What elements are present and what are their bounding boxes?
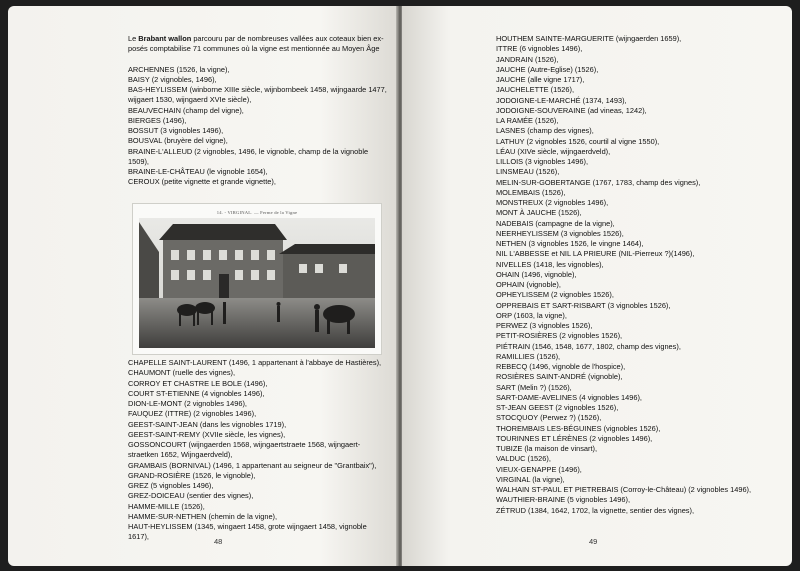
commune-entry: HAUT-HEYLISSEM (1345, wingaert 1458, grote wijngaert 1458, vignoble [128, 522, 367, 531]
commune-entry: TOURINNES ET LÉRÈNES (2 vignobles 1496), [496, 433, 653, 443]
commune-entry: OPPREBAIS ET SART-RISBART (3 vignobles 1526), [496, 300, 671, 310]
commune-entry: VALDUC (1526), [496, 454, 551, 464]
commune-entry: straetken 1652, Wijngaerdveld), [128, 450, 233, 460]
entries-right-list [496, 34, 776, 516]
commune-entry: BAISY (2 vignobles, 1496), [128, 74, 217, 84]
commune-entry: 1617), [128, 532, 149, 542]
commune-entry: LÉAU (XIVe siècle, wijngaerdveld), [496, 146, 611, 156]
commune-entry: NADEBAIS (campagne de la vigne), [496, 218, 615, 228]
commune-entry: VIRGINAL (la vigne), [496, 474, 565, 484]
commune-entry: REBECQ (1496, vignoble de l'hospice), [496, 362, 626, 371]
intro-paragraph [128, 34, 384, 55]
commune-entry: MELIN-SUR-GOBERTANGE (1767, 1783, champ des vignes), [496, 177, 701, 187]
commune-entry: LINSMEAU (1526), [496, 167, 560, 177]
commune-entry: MOLEMBAIS (1526), [496, 187, 566, 197]
farm-photo-image [139, 218, 375, 348]
commune-entry: PIÉTRAIN (1546, 1548, 1677, 1802, champ des vignes), [496, 341, 681, 351]
commune-entry: LASNES (champ des vignes), [496, 126, 594, 136]
intro-prefix: Le [128, 34, 139, 43]
commune-entry: BRAINE-L'ALLEUD (2 vignobles, 1496, le vignoble, champ de la vignoble [128, 146, 369, 156]
commune-entry: PERWEZ (3 vignobles 1526), [496, 321, 593, 330]
left-page-text [128, 34, 387, 188]
photo-caption: 14. - VIRGINAL. — Ferme de la Vigne [216, 210, 298, 215]
commune-entry: BOUSVAL (bruyère del vigne), [128, 136, 228, 146]
commune-entry: WALHAIN ST-PAUL ET PIETREBAIS (Corroy-le-Château) (2 vignobles 1496), [496, 485, 752, 494]
commune-entry: OPHAIN (vignoble), [496, 280, 561, 289]
commune-entry: COURT ST-ETIENNE (4 vignobles 1496), [128, 388, 265, 398]
commune-entry: JODOIGNE-LE-MARCHÉ (1374, 1493), [496, 95, 627, 105]
commune-entry: DION-LE-MONT (2 vignobles 1496), [128, 399, 247, 408]
commune-entry: MONT À JAUCHE (1526), [496, 208, 582, 218]
commune-entry: SART (Melin ?) (1526), [496, 382, 572, 392]
commune-entry: STOCQUOY (Perwez ?) (1526), [496, 413, 602, 423]
commune-entry: LILLOIS (3 vignobles 1496), [496, 157, 589, 166]
commune-entry: JANDRAIN (1526), [496, 54, 559, 64]
vintage-photo [132, 203, 382, 355]
entries-bottom-list [128, 358, 380, 543]
commune-entry: ITTRE (6 vignobles 1496), [496, 44, 583, 54]
commune-entry: ROSIÈRES SAINT-ANDRÉ (vignoble), [496, 372, 623, 382]
commune-entry: JAUCHE (alle vigne 1717), [496, 75, 585, 84]
commune-entry: TUBIZE (la maison de vinsart), [496, 444, 598, 453]
commune-entry: BIERGES (1496), [128, 115, 187, 125]
intro-bold-region: Brabant wallon [138, 34, 192, 43]
commune-entry: JAUCHELETTE (1526), [496, 85, 575, 95]
commune-entry: ST-JEAN GEEST (2 vignobles 1526), [496, 403, 619, 412]
commune-entry: LATHUY (2 vignobles 1526, courtil al vigne 1550), [496, 136, 660, 146]
commune-entry: FAUQUEZ (ITTRE) (2 vignobles 1496), [128, 409, 257, 419]
left-page [8, 6, 398, 566]
commune-entry: NETHEN (3 vignobles 1526, le vingne 1464), [496, 239, 644, 248]
commune-entry: NIVELLES (1418, les vignobles), [496, 259, 604, 269]
commune-entry: JODOIGNE-SOUVERAINE (ad vineas, 1242), [496, 105, 647, 115]
commune-entry: wijgaert 1530, wijngaerd XVIe siècle), [128, 95, 252, 105]
commune-entry: GEEST-SAINT-REMY (XVIIe siècle, les vignes), [128, 429, 286, 439]
commune-entry: CHAPELLE SAINT-LAURENT (1496, 1 appartenant à l'abbaye de Hastières), [128, 358, 382, 367]
commune-entry: VIEUX-GENAPPE (1496), [496, 464, 582, 474]
commune-entry: BAS-HEYLISSEM (winborne XIIIe siècle, wijnbornbeek 1458, wijngaarde 1477, [128, 85, 387, 94]
intro-line2: posés comptabilise 71 communes où la vigne est mentionnée au Moyen Âge [128, 44, 380, 54]
commune-entry: GREZ (5 vignobles 1496), [128, 481, 214, 490]
commune-entry: GEEST-SAINT-JEAN (dans les vignobles 1719), [128, 419, 287, 429]
commune-entry: GREZ-DOICEAU (sentier des vignes), [128, 491, 254, 501]
commune-entry: ORP (1603, la vigne), [496, 310, 567, 320]
commune-entry: RAMILLIES (1526), [496, 351, 561, 361]
commune-entry: NIL L'ABBESSE et NIL LA PRIEURE (NIL-Pierreux ?)(1496), [496, 249, 695, 259]
commune-entry: THOREMBAIS LES-BÉGUINES (vignobles 1526), [496, 423, 661, 433]
page-number-right: 49 [589, 537, 598, 546]
commune-entry: PETIT-ROSIÈRES (2 vignobles 1526), [496, 331, 623, 341]
commune-entry: GRAMBAIS (BORNIVAL) (1496, 1 appartenant au seigneur de "Grantbaix"), [128, 460, 377, 470]
commune-entry: CORROY ET CHASTRE LE BOLE (1496), [128, 378, 268, 388]
commune-entry: OHAIN (1496, vignoble), [496, 269, 577, 279]
commune-entry: WAUTHIER-BRAINE (5 vignobles 1496), [496, 495, 631, 505]
commune-entry: 1509), [128, 156, 149, 166]
commune-entry: LA RAMÉE (1526), [496, 116, 559, 125]
page-number-left: 48 [214, 537, 223, 546]
commune-entry: BOSSUT (3 vignobles 1496), [128, 126, 224, 135]
commune-entry: ZÉTRUD (1384, 1642, 1702, la vignette, sentier des vignes), [496, 505, 695, 515]
commune-entry: HAMME-SUR-NETHEN (chemin de la vigne), [128, 511, 278, 521]
commune-entry: MONSTREUX (2 vignobles 1496), [496, 198, 609, 207]
intro-line1: parcouru par de nombreuses vallées aux coteaux bien ex- [191, 34, 384, 43]
right-page [402, 6, 792, 566]
commune-entry: GOSSONCOURT (wijngaerden 1568, wijngaertstraete 1568, wijngaert- [128, 440, 361, 449]
commune-entry: HAMME-MILLE (1526), [128, 501, 205, 511]
commune-entry: ARCHENNES (1526, la vigne), [128, 64, 230, 74]
commune-entry: NEERHEYLISSEM (3 vignobles 1526), [496, 228, 624, 238]
commune-entry: BEAUVECHAIN (champ del vigne), [128, 105, 244, 115]
entries-top-list [128, 64, 387, 188]
commune-entry: HOUTHEM SAINTE-MARGUERITE (wijngaerden 1659), [496, 34, 682, 43]
commune-entry: SART-DAME-AVELINES (4 vignobles 1496), [496, 392, 642, 402]
commune-entry: GRAND-ROSIÈRE (1526, le vignoble), [128, 470, 256, 480]
commune-entry: CEROUX (petite vignette et grande vignette), [128, 177, 276, 187]
commune-entry: JAUCHE (Autre-Eglise) (1526), [496, 64, 599, 74]
commune-entry: BRAINE-LE-CHÂTEAU (le vignoble 1654), [128, 167, 268, 176]
commune-entry: CHAUMONT (ruelle des vignes), [128, 368, 236, 378]
commune-entry: OPHEYLISSEM (2 vignobles 1526), [496, 290, 614, 300]
